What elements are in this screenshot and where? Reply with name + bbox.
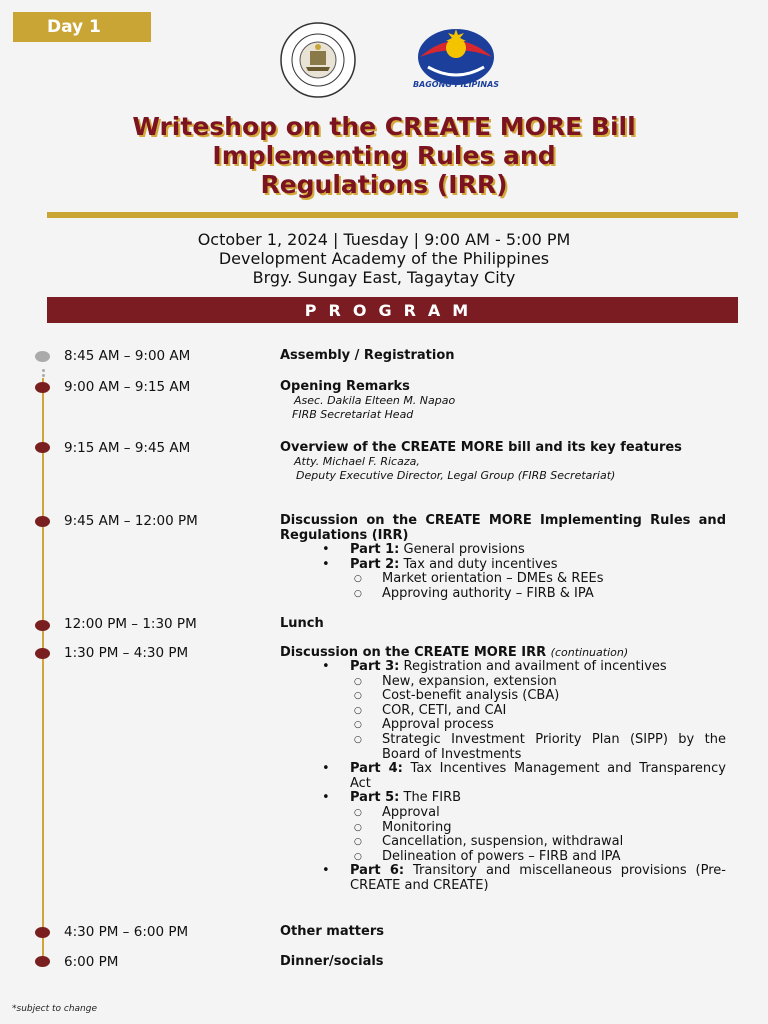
timeline-dot bbox=[35, 442, 50, 453]
topic-item bbox=[322, 791, 726, 864]
schedule-time: 1:30 PM – 4:30 PM bbox=[64, 645, 189, 661]
schedule-time: 4:30 PM – 6:00 PM bbox=[64, 924, 189, 940]
timeline-dot bbox=[35, 516, 50, 527]
topic-label: Part 2: bbox=[350, 556, 400, 572]
topic-label: Part 6: bbox=[350, 863, 405, 879]
topic-item bbox=[322, 660, 726, 762]
subtopic-list bbox=[350, 572, 726, 601]
subtopic-item: ○ COR, CETI, and CAI bbox=[354, 704, 726, 719]
schedule-time: 9:00 AM – 9:15 AM bbox=[64, 379, 191, 395]
topic-text: Tax and duty incentives bbox=[403, 556, 558, 572]
subtopic-item: ○ Market orientation – DMEs & REEs bbox=[354, 572, 726, 587]
subtopic-item: ○ Monitoring bbox=[354, 821, 726, 836]
schedule-title: Discussion on the CREATE MORE IRR bbox=[280, 645, 547, 660]
bagong-pilipinas-text: BAGONG PILIPINAS bbox=[412, 80, 500, 89]
title-line-1: Writeshop on the CREATE MORE Bill bbox=[132, 112, 636, 141]
topic-label: Part 5: bbox=[350, 790, 400, 806]
subtopic-item: ○ Cost-benefit analysis (CBA) bbox=[354, 689, 726, 704]
subtopic-item: ○ Cancellation, suspension, withdrawal bbox=[354, 835, 726, 850]
schedule-time: 9:15 AM – 9:45 AM bbox=[64, 440, 191, 456]
schedule-title: Assembly / Registration bbox=[280, 348, 455, 363]
timeline-dot bbox=[35, 648, 50, 659]
schedule-title: Lunch bbox=[280, 616, 324, 631]
event-date: October 1, 2024 | Tuesday | 9:00 AM - 5:00 PM bbox=[197, 230, 571, 249]
schedule-title: Opening Remarks bbox=[280, 379, 410, 394]
speaker-position: FIRB Secretariat Head bbox=[292, 408, 414, 421]
schedule-title: Discussion on the CREATE MORE Implementing Rules and Regulations (IRR) bbox=[280, 513, 726, 543]
subtopic-item: ○ Strategic Investment Priority Plan (SIPP) by the Board of Investments bbox=[354, 733, 726, 762]
page-title bbox=[0, 112, 768, 199]
timeline-dot bbox=[35, 620, 50, 631]
schedule-time: 8:45 AM – 9:00 AM bbox=[64, 348, 191, 364]
subtopic-list bbox=[350, 675, 726, 763]
schedule-title: Dinner/socials bbox=[280, 954, 384, 969]
divider bbox=[47, 212, 738, 218]
topic-item bbox=[322, 558, 726, 602]
day-badge bbox=[13, 12, 151, 42]
program-header bbox=[47, 297, 738, 323]
subtopic-item: ○ Approval bbox=[354, 806, 726, 821]
timeline-dot bbox=[35, 351, 50, 362]
title-line-2: Implementing Rules and bbox=[212, 141, 556, 170]
timeline-dot bbox=[35, 956, 50, 967]
speaker-name: Atty. Michael F. Ricaza, bbox=[294, 455, 420, 468]
topic-label: Part 3: bbox=[350, 659, 400, 674]
topic-text: General provisions bbox=[403, 542, 525, 557]
schedule-title: Overview of the CREATE MORE bill and its key features bbox=[280, 440, 682, 455]
timeline-connector-dot bbox=[42, 369, 45, 372]
title-line-3: Regulations (IRR) bbox=[260, 170, 508, 199]
subtopic-item: ○ Approving authority – FIRB & IPA bbox=[354, 587, 726, 602]
topic-text: Tax Incentives Management and Transparency Act bbox=[350, 761, 726, 791]
schedule-time: 6:00 PM bbox=[64, 954, 119, 970]
event-address: Brgy. Sungay East, Tagaytay City bbox=[252, 268, 516, 287]
program-label: PROGRAM bbox=[304, 300, 481, 320]
subtopic-item: ○ Delineation of powers – FIRB and IPA bbox=[354, 850, 726, 865]
firb-seal-logo bbox=[279, 21, 357, 99]
timeline-line bbox=[42, 378, 44, 963]
topic-text: Transitory and miscellaneous provisions (Pre-CREATE and CREATE) bbox=[350, 863, 726, 893]
topic-list bbox=[280, 660, 726, 894]
topic-item bbox=[322, 864, 726, 893]
topic-item bbox=[322, 543, 726, 558]
subtopic-list bbox=[350, 806, 726, 864]
footnote: *subject to change bbox=[12, 1004, 97, 1014]
schedule-time: 9:45 AM – 12:00 PM bbox=[64, 513, 198, 529]
continuation-note: (continuation) bbox=[550, 646, 629, 659]
event-venue: Development Academy of the Philippines bbox=[218, 249, 550, 268]
subtopic-item: ○ New, expansion, extension bbox=[354, 675, 726, 690]
topic-item bbox=[322, 762, 726, 791]
timeline-dot bbox=[35, 382, 50, 393]
speaker-name: Asec. Dakila Elteen M. Napao bbox=[294, 394, 456, 407]
topic-list bbox=[280, 543, 726, 601]
day-badge-label: Day 1 bbox=[47, 17, 101, 37]
speaker-position: Deputy Executive Director, Legal Group (FIRB Secretariat) bbox=[296, 469, 616, 482]
schedule-title: Other matters bbox=[280, 924, 384, 939]
schedule-time: 12:00 PM – 1:30 PM bbox=[64, 616, 197, 632]
timeline-connector-dot bbox=[42, 374, 45, 377]
topic-text: The FIRB bbox=[403, 790, 462, 806]
timeline-dot bbox=[35, 927, 50, 938]
topic-text: Registration and availment of incentives bbox=[403, 659, 667, 674]
topic-label: Part 1: bbox=[350, 542, 400, 557]
event-info bbox=[0, 230, 768, 287]
topic-label: Part 4: bbox=[350, 761, 403, 777]
subtopic-item: ○ Approval process bbox=[354, 718, 726, 733]
